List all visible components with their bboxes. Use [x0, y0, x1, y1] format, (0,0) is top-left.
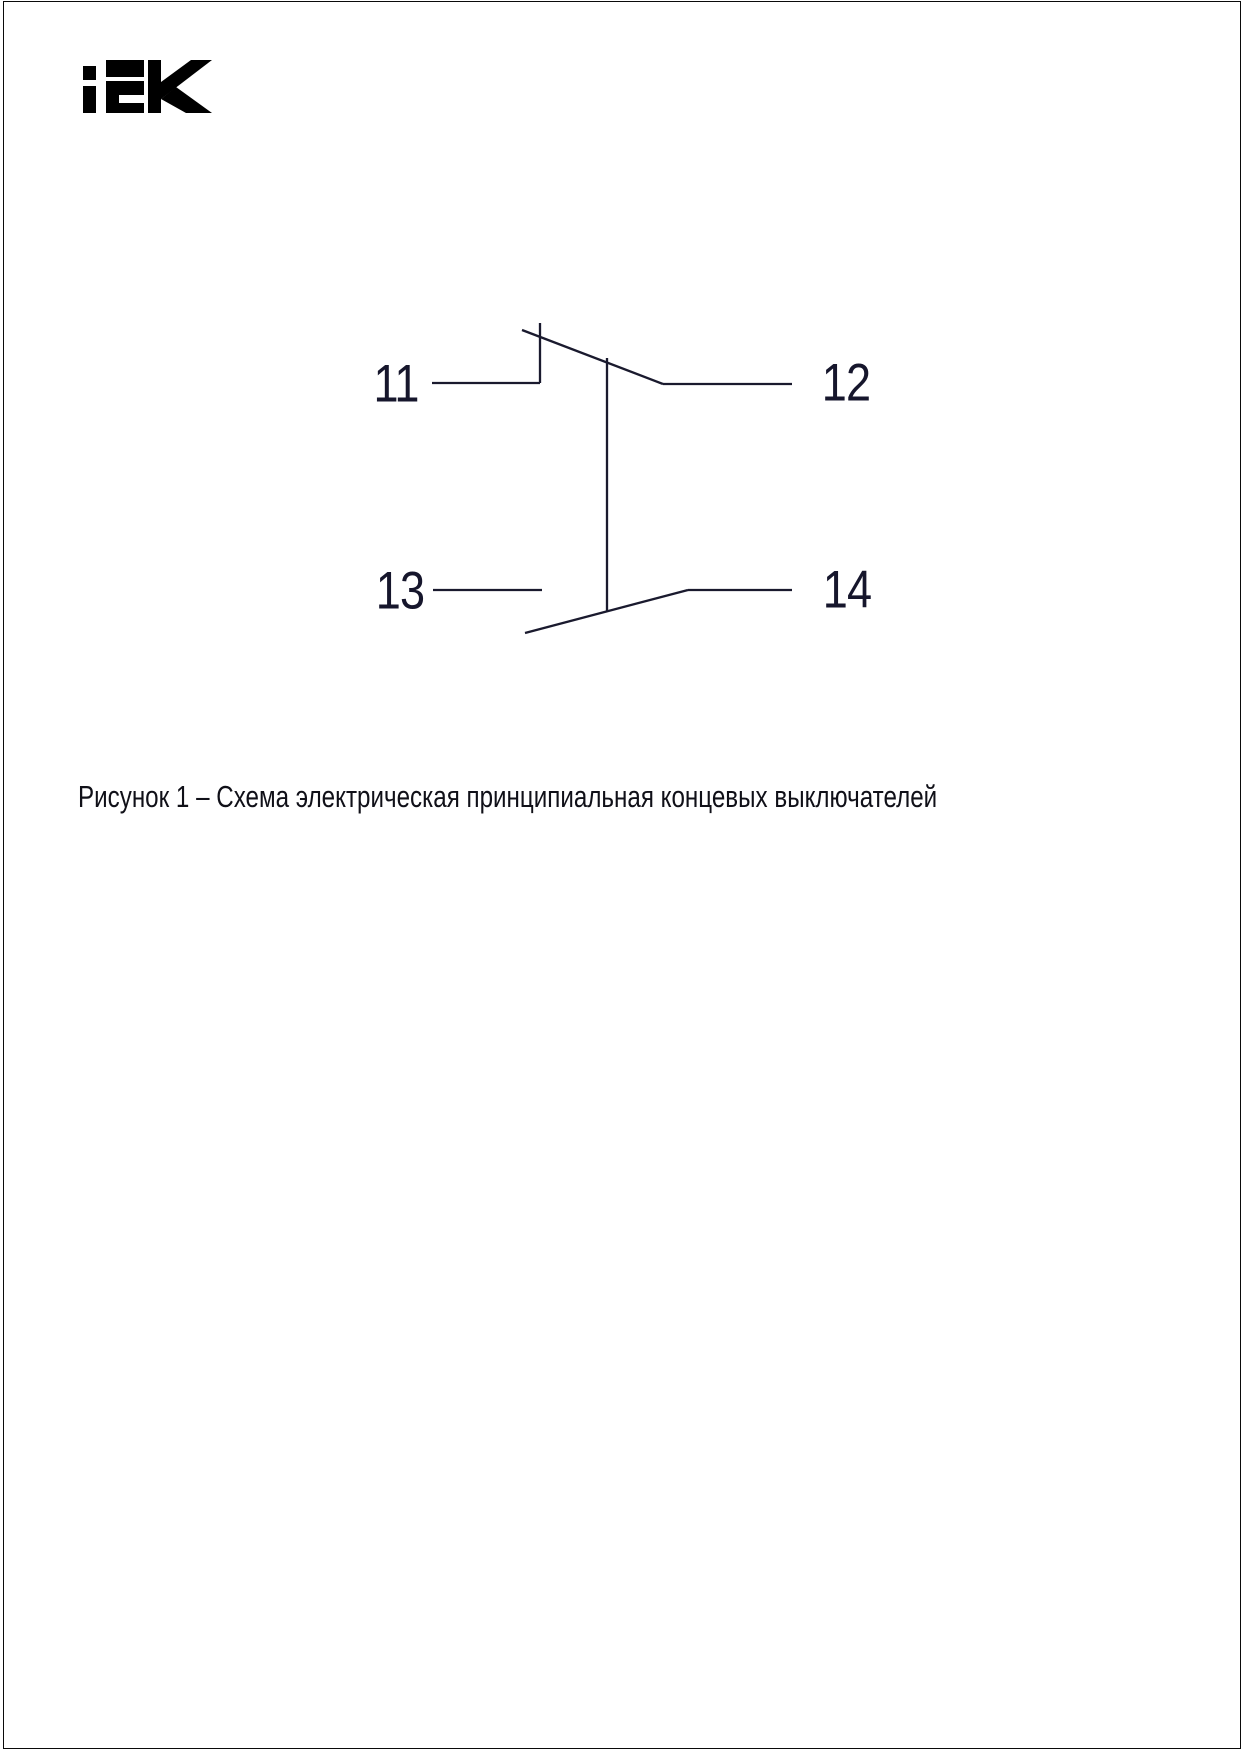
terminal-label-11: 11 — [373, 354, 419, 414]
terminal-label-12: 12 — [821, 353, 871, 413]
terminal-label-14: 14 — [822, 560, 872, 620]
nc-moving-contact-line — [522, 330, 663, 384]
figure-caption: Рисунок 1 – Схема электрическая принципиальная концевых выключателей — [78, 779, 938, 814]
terminal-label-13: 13 — [375, 561, 425, 621]
